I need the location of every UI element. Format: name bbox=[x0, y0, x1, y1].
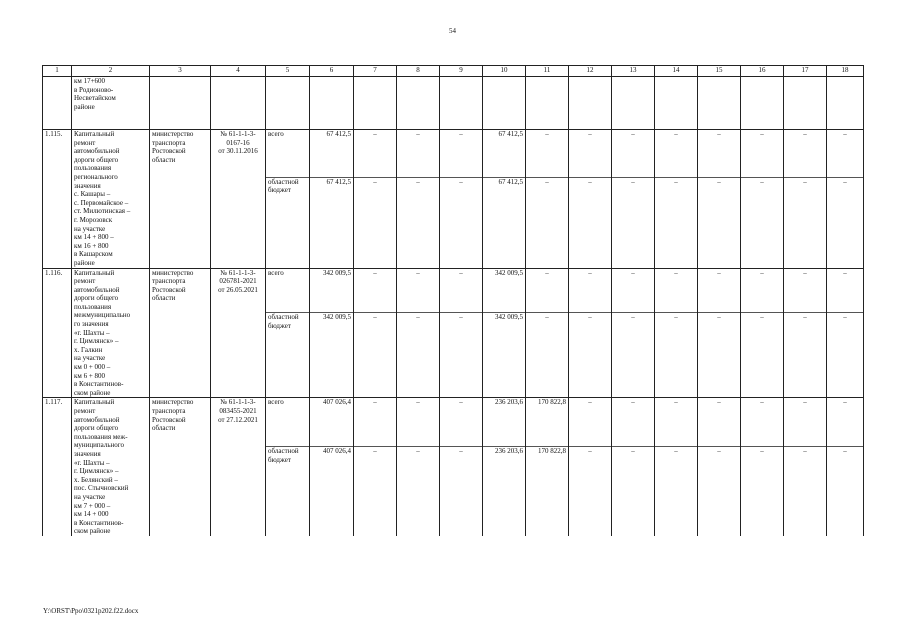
expertise-ref: № 61-1-1-3- 0167-16 от 30.11.2016 bbox=[211, 130, 266, 269]
value-cell: – bbox=[354, 398, 397, 447]
source-total: всего bbox=[266, 268, 310, 313]
empty-cell bbox=[698, 77, 741, 130]
value-cell: – bbox=[569, 177, 612, 268]
value-cell: – bbox=[569, 130, 612, 178]
empty-cell bbox=[569, 77, 612, 130]
value-cell: – bbox=[784, 398, 827, 447]
value-cell: – bbox=[569, 398, 612, 447]
value-cell: – bbox=[655, 398, 698, 447]
empty-cell bbox=[43, 77, 72, 130]
value-cell: – bbox=[741, 268, 784, 313]
value-cell: – bbox=[827, 268, 864, 313]
value-cell: 342 009,5 bbox=[483, 313, 526, 398]
value-cell: – bbox=[698, 398, 741, 447]
value-cell: – bbox=[397, 398, 440, 447]
value-cell: 170 822,8 bbox=[526, 398, 569, 447]
expertise-ref: № 61-1-1-3- 083455-2021 от 27.12.2021 bbox=[211, 398, 266, 536]
row-number: 1.115. bbox=[43, 130, 72, 269]
empty-cell bbox=[827, 77, 864, 130]
value-cell: – bbox=[784, 177, 827, 268]
empty-cell bbox=[440, 77, 483, 130]
value-cell: – bbox=[526, 130, 569, 178]
value-cell: – bbox=[354, 313, 397, 398]
value-cell: – bbox=[354, 177, 397, 268]
object-name: Капитальный ремонт автомобильной дороги общего пользования регионального значения с. Кашары – с. Первомайское – ст. Милютинская – г. Морозовск на участке км 14 + 800 – км 16 + 800 в Кашарском районе bbox=[72, 130, 150, 269]
value-cell: – bbox=[655, 446, 698, 535]
value-cell: – bbox=[569, 313, 612, 398]
header-cell: 9 bbox=[440, 66, 483, 77]
value-cell: – bbox=[397, 268, 440, 313]
value-cell: – bbox=[698, 130, 741, 178]
value-cell: – bbox=[612, 313, 655, 398]
row-number: 1.117. bbox=[43, 398, 72, 536]
source-total: всего bbox=[266, 398, 310, 447]
value-cell: 407 026,4 bbox=[310, 446, 354, 535]
value-cell: 342 009,5 bbox=[310, 268, 354, 313]
object-name: Капитальный ремонт автомобильной дороги общего пользования межмуниципально го значения «г. Шахты – г. Цимлянск» – х. Галкин на участке км 0 + 000 – км 6 + 800 в Константинов- ском районе bbox=[72, 268, 150, 398]
value-cell: – bbox=[827, 130, 864, 178]
source-budget: областной бюджет bbox=[266, 446, 310, 535]
value-cell: – bbox=[397, 130, 440, 178]
source-budget: областной бюджет bbox=[266, 313, 310, 398]
value-cell: – bbox=[612, 268, 655, 313]
source-budget: областной бюджет bbox=[266, 177, 310, 268]
page-number: 54 bbox=[449, 27, 456, 35]
empty-cell bbox=[266, 77, 310, 130]
header-cell: 4 bbox=[211, 66, 266, 77]
value-cell: – bbox=[354, 268, 397, 313]
header-cell: 8 bbox=[397, 66, 440, 77]
source-total: всего bbox=[266, 130, 310, 178]
expertise-ref: № 61-1-1-3- 026781-2021 от 26.05.2021 bbox=[211, 268, 266, 398]
value-cell: – bbox=[440, 268, 483, 313]
investment-table bbox=[42, 65, 864, 536]
value-cell: 67 412,5 bbox=[310, 130, 354, 178]
value-cell: – bbox=[354, 446, 397, 535]
value-cell: 236 203,6 bbox=[483, 446, 526, 535]
value-cell: – bbox=[440, 446, 483, 535]
value-cell: – bbox=[698, 446, 741, 535]
value-cell: – bbox=[741, 130, 784, 178]
value-cell: – bbox=[569, 268, 612, 313]
value-cell: – bbox=[698, 268, 741, 313]
value-cell: – bbox=[397, 446, 440, 535]
header-cell: 12 bbox=[569, 66, 612, 77]
value-cell: – bbox=[526, 313, 569, 398]
header-cell: 15 bbox=[698, 66, 741, 77]
header-cell: 17 bbox=[784, 66, 827, 77]
value-cell: 67 412,5 bbox=[310, 177, 354, 268]
empty-cell bbox=[655, 77, 698, 130]
value-cell: – bbox=[440, 313, 483, 398]
header-cell: 5 bbox=[266, 66, 310, 77]
value-cell: – bbox=[440, 130, 483, 178]
value-cell: – bbox=[741, 398, 784, 447]
value-cell: – bbox=[827, 398, 864, 447]
header-cell: 16 bbox=[741, 66, 784, 77]
value-cell: – bbox=[526, 268, 569, 313]
header-cell: 2 bbox=[72, 66, 150, 77]
value-cell: 342 009,5 bbox=[310, 313, 354, 398]
value-cell: – bbox=[784, 130, 827, 178]
empty-cell bbox=[150, 77, 211, 130]
value-cell: – bbox=[698, 177, 741, 268]
header-cell: 3 bbox=[150, 66, 211, 77]
value-cell: – bbox=[655, 130, 698, 178]
table-row-total bbox=[43, 268, 864, 313]
value-cell: – bbox=[612, 177, 655, 268]
object-name: Капитальный ремонт автомобильной дороги общего пользования меж- муниципального значения «г. Шахты – г. Цимлянск» – х. Белянский – пос. Стычновский на участке км 7 + 000 – км 14 + 000 в Константинов- ском районе bbox=[72, 398, 150, 536]
header-cell: 11 bbox=[526, 66, 569, 77]
value-cell: 236 203,6 bbox=[483, 398, 526, 447]
row-number: 1.116. bbox=[43, 268, 72, 398]
value-cell: – bbox=[827, 313, 864, 398]
value-cell: – bbox=[827, 446, 864, 535]
empty-cell bbox=[741, 77, 784, 130]
value-cell: – bbox=[741, 313, 784, 398]
header-cell: 1 bbox=[43, 66, 72, 77]
value-cell: – bbox=[741, 177, 784, 268]
value-cell: – bbox=[827, 177, 864, 268]
value-cell: – bbox=[354, 130, 397, 178]
value-cell: 67 412,5 bbox=[483, 177, 526, 268]
header-cell: 7 bbox=[354, 66, 397, 77]
header-cell: 18 bbox=[827, 66, 864, 77]
value-cell: – bbox=[655, 177, 698, 268]
value-cell: 342 009,5 bbox=[483, 268, 526, 313]
empty-cell bbox=[526, 77, 569, 130]
value-cell: – bbox=[397, 177, 440, 268]
footer-file-path: Y:\ORST\Ppo\0321p202.f22.docx bbox=[43, 607, 139, 615]
empty-cell bbox=[397, 77, 440, 130]
executor: министерство транспорта Ростовской области bbox=[150, 398, 211, 536]
value-cell: – bbox=[440, 398, 483, 447]
value-cell: – bbox=[569, 446, 612, 535]
empty-cell bbox=[310, 77, 354, 130]
value-cell: – bbox=[440, 177, 483, 268]
value-cell: – bbox=[784, 268, 827, 313]
header-cell: 13 bbox=[612, 66, 655, 77]
table-row-total bbox=[43, 398, 864, 447]
executor: министерство транспорта Ростовской области bbox=[150, 130, 211, 269]
empty-cell bbox=[483, 77, 526, 130]
value-cell: – bbox=[526, 177, 569, 268]
value-cell: – bbox=[612, 130, 655, 178]
value-cell: – bbox=[655, 313, 698, 398]
continuation-row bbox=[43, 77, 864, 130]
value-cell: 170 822,8 bbox=[526, 446, 569, 535]
empty-cell bbox=[612, 77, 655, 130]
empty-cell bbox=[211, 77, 266, 130]
value-cell: – bbox=[784, 313, 827, 398]
table-row-total bbox=[43, 130, 864, 178]
value-cell: – bbox=[784, 446, 827, 535]
value-cell: – bbox=[741, 446, 784, 535]
value-cell: – bbox=[698, 313, 741, 398]
header-row bbox=[43, 66, 864, 77]
executor: министерство транспорта Ростовской области bbox=[150, 268, 211, 398]
header-cell: 6 bbox=[310, 66, 354, 77]
value-cell: 407 026,4 bbox=[310, 398, 354, 447]
value-cell: – bbox=[612, 398, 655, 447]
value-cell: – bbox=[397, 313, 440, 398]
header-cell: 10 bbox=[483, 66, 526, 77]
empty-cell bbox=[784, 77, 827, 130]
value-cell: – bbox=[612, 446, 655, 535]
value-cell: – bbox=[655, 268, 698, 313]
value-cell: 67 412,5 bbox=[483, 130, 526, 178]
empty-cell bbox=[354, 77, 397, 130]
header-cell: 14 bbox=[655, 66, 698, 77]
continuation-name: км 17+600 в Родионово- Несветайском районе bbox=[72, 77, 150, 130]
